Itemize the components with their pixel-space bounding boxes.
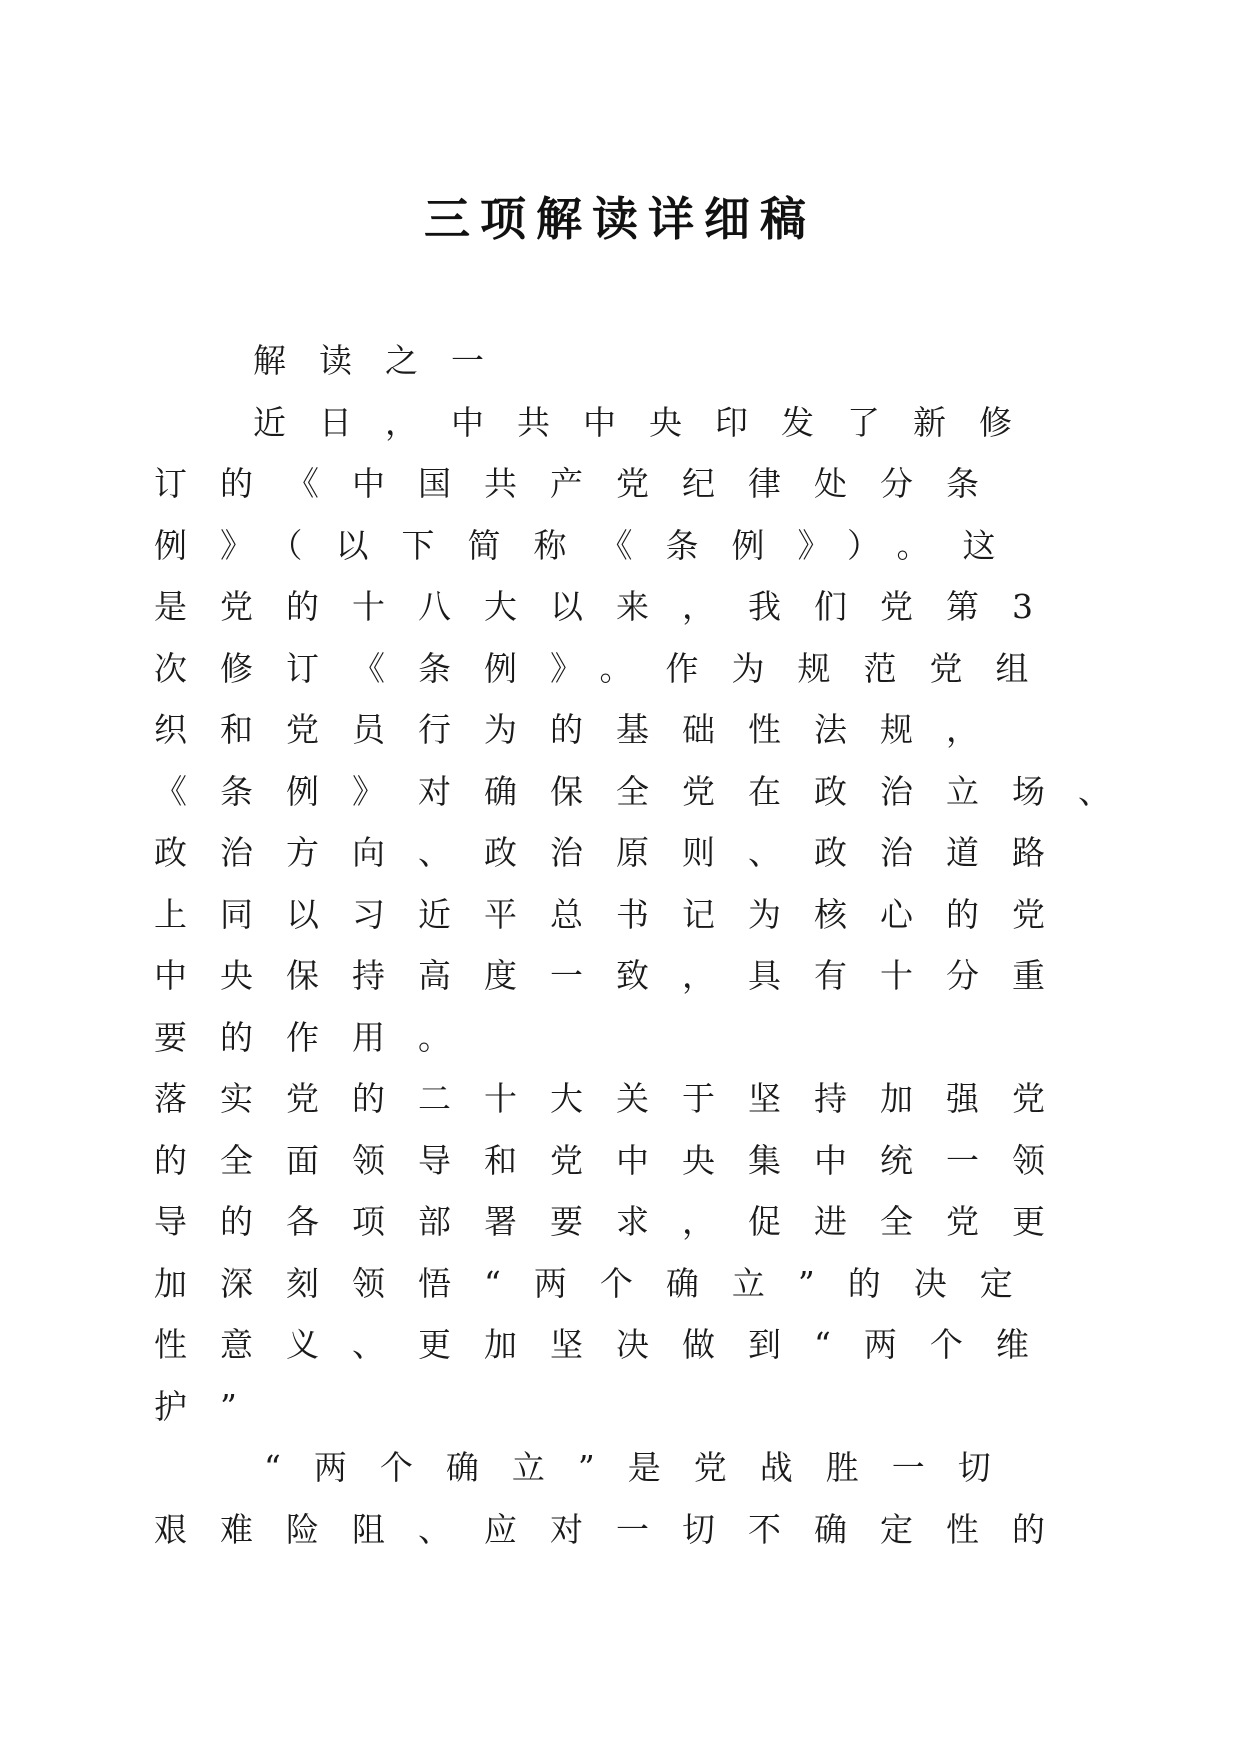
paragraph-line: 政治方向、政治原则、政治道路	[154, 833, 1078, 872]
paragraph-line: 《条例》对确保全党在政治立场、	[154, 771, 1144, 811]
paragraph-line: 性意义、更加坚决做到“两个维	[154, 1325, 1062, 1364]
paragraph-line: 订的《中国共产党纪律处分条	[154, 464, 1012, 503]
paragraph-line: 织和党员行为的基础性法规，	[154, 710, 1012, 749]
paragraph-line: 是党的十八大以来，我们党第3	[154, 587, 1066, 626]
paragraph-line: “两个确立”是党战胜一切	[264, 1448, 1024, 1487]
paragraph-line: 加深刻领悟“两个确立”的决定	[154, 1263, 1046, 1303]
paragraph-line: 要的作用。	[154, 1017, 484, 1057]
paragraph-line: 落实党的二十大关于坚持加强党	[154, 1079, 1078, 1118]
paragraph-line: 的全面领导和党中央集中统一领	[154, 1140, 1078, 1180]
paragraph-line: 中央保持高度一致，具有十分重	[154, 956, 1078, 995]
paragraph-line: 次修订《条例》。作为规范党组	[154, 648, 1062, 688]
paragraph-line: 护”	[154, 1386, 270, 1426]
paragraph-line: 艰难险阻、应对一切不确定性的	[154, 1509, 1078, 1549]
paragraph-line: 近日，中共中央印发了新修	[253, 402, 1045, 442]
paragraph-line: 解读之一	[253, 341, 517, 380]
paragraph-line: 上同以习近平总书记为核心的党	[154, 894, 1078, 934]
document-title: 三项解读详细稿	[424, 192, 816, 246]
paragraph-line: 例》（以下简称《条例》）。这	[154, 525, 1029, 565]
paragraph-line: 导的各项部署要求，促进全党更	[154, 1202, 1078, 1241]
document-body	[154, 330, 1144, 1560]
